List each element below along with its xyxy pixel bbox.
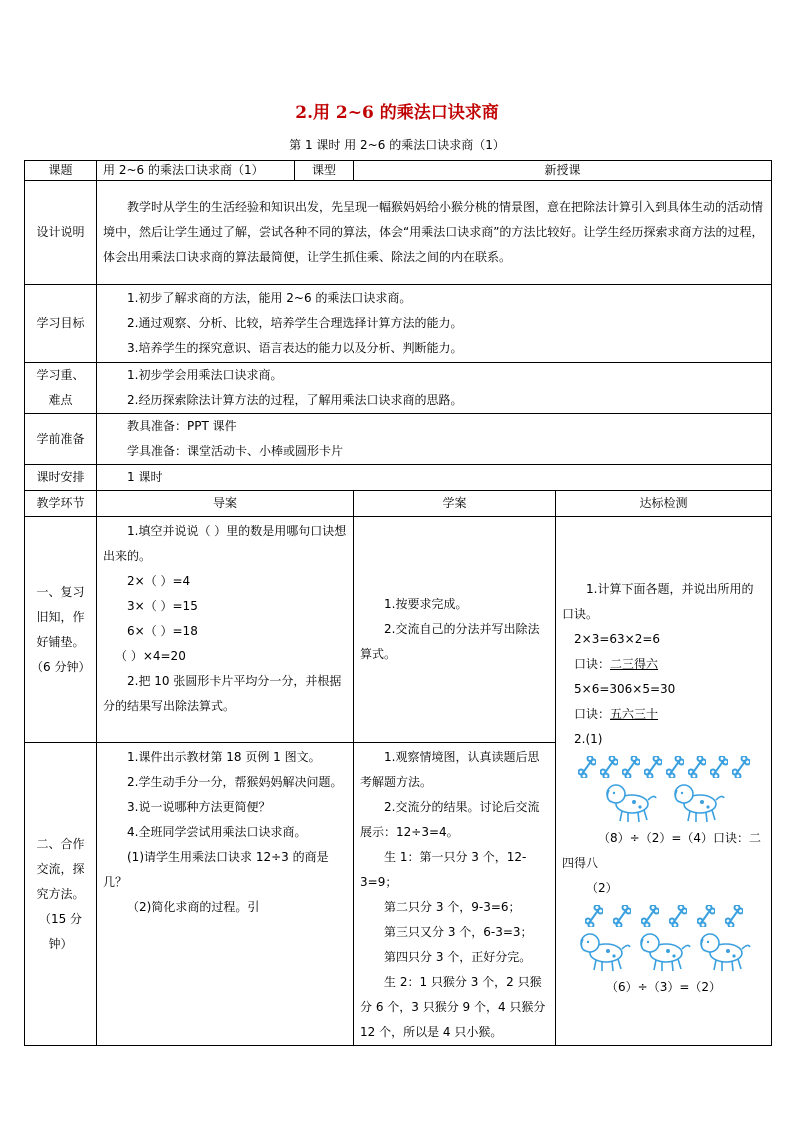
keypoint-item: 1.初步学会用乘法口诀求商。 bbox=[127, 368, 283, 382]
row-schedule bbox=[25, 465, 772, 491]
stage-name-line: （6 分钟） bbox=[31, 659, 91, 674]
dogs-row-2 bbox=[562, 929, 765, 973]
check-question: 2.(1) bbox=[574, 732, 603, 746]
study-item: 第四只分 3 个，正好分完。 bbox=[384, 950, 532, 964]
stage2-study bbox=[354, 743, 556, 1046]
keypoints-label-line: 难点 bbox=[48, 393, 73, 407]
prep-label: 学前准备 bbox=[25, 414, 97, 465]
check-line: 2×3=63×2=6 bbox=[574, 632, 661, 646]
mnemonic-label: 口诀： bbox=[574, 707, 611, 721]
study-item: 第三只又分 3 个，6-3=3； bbox=[384, 925, 533, 939]
goals-label: 学习目标 bbox=[25, 285, 97, 363]
bone-icon bbox=[697, 905, 715, 927]
guide-item: 2×（ ）=4 bbox=[127, 574, 191, 588]
bone-icon bbox=[666, 756, 684, 778]
guide-item: 2.把 10 张圆形卡片平均分一分，并根据分的结果写出除法算式。 bbox=[103, 674, 342, 713]
stage1-guide bbox=[97, 517, 354, 743]
stage-name-line: （15 分钟） bbox=[38, 911, 83, 951]
goal-item: 1.初步了解求商的方法，能用 2~6 的乘法口诀求商。 bbox=[127, 291, 412, 305]
bone-icon bbox=[641, 905, 659, 927]
guide-item: 1.填空并说说（ ）里的数是用哪句口诀想出来的。 bbox=[103, 524, 347, 563]
study-item: 1.观察情境图，认真读题后思考解题方法。 bbox=[360, 750, 540, 789]
guide-item: 2.学生动手分一分，帮猴妈妈解决问题。 bbox=[127, 775, 343, 789]
stage1-name bbox=[25, 517, 97, 743]
guide-item: 1.课件出示教材第 18 页例 1 图文。 bbox=[127, 750, 321, 764]
schedule-text: 1 课时 bbox=[127, 470, 163, 484]
stage1-study bbox=[354, 517, 556, 743]
bone-icon bbox=[732, 756, 750, 778]
prep-item: 教具准备：PPT 课件 bbox=[127, 419, 237, 433]
guide-item: 4.全班同学尝试用乘法口诀求商。 bbox=[127, 825, 307, 839]
goal-item: 2.通过观察、分析、比较，培养学生合理选择计算方法的能力。 bbox=[127, 316, 463, 330]
bone-icon bbox=[725, 905, 743, 927]
bones-row-1 bbox=[562, 756, 765, 778]
guide-item: 3×（ ）=15 bbox=[127, 599, 198, 613]
bone-icon bbox=[578, 756, 596, 778]
type-value: 新授课 bbox=[354, 161, 772, 181]
stage-name-line: 一、复习 bbox=[36, 584, 85, 599]
check-cell bbox=[556, 517, 772, 1046]
goals-list bbox=[97, 285, 772, 363]
stage2-name bbox=[25, 743, 97, 1046]
design-paragraph: 教学时从学生的生活经验和知识出发，先呈现一幅猴妈妈给小猴分桃的情景图，意在把除法计算引入到具体生动的活动情境中，然后让学生通过了解，尝试各种不同的算法，体会“用乘法口诀求商”的方法比较好。让学生经历探索求商方法的过程，体会出用乘法口诀求商的算法最简便，让学生抓住乘、除法之间的内在联系。 bbox=[103, 200, 764, 264]
row-column-headers bbox=[25, 491, 772, 517]
study-item: 生 2：1 只猴分 3 个，2 只猴分 6 个，3 只猴分 9 个，4 只猴分 12 个，所以是 4 只小猴。 bbox=[360, 975, 546, 1039]
stage-name-line: 二、合作 bbox=[36, 836, 85, 851]
row-topic bbox=[25, 161, 772, 181]
study-item: 2.交流分的结果。讨论后交流展示：12÷3=4。 bbox=[360, 800, 540, 839]
schedule-value bbox=[97, 465, 772, 491]
stage-name-line: 究方法。 bbox=[36, 886, 85, 901]
row-keypoints bbox=[25, 363, 772, 414]
design-text bbox=[97, 181, 772, 285]
check-question: 1.计算下面各题，并说出所用的口诀。 bbox=[562, 582, 754, 621]
topic-value: 用 2~6 的乘法口诀求商（1） bbox=[97, 161, 295, 181]
stage2-guide bbox=[97, 743, 354, 1046]
col-header-guide: 导案 bbox=[97, 491, 354, 517]
keypoints-label bbox=[25, 363, 97, 414]
keypoint-item: 2.经历探索除法计算方法的过程，了解用乘法口诀求商的思路。 bbox=[127, 393, 463, 407]
study-item: 生 1：第一只分 3 个，12-3=9； bbox=[360, 850, 527, 889]
schedule-label: 课时安排 bbox=[25, 465, 97, 491]
type-label: 课型 bbox=[295, 161, 354, 181]
bone-icon bbox=[622, 756, 640, 778]
check-mnemonic bbox=[562, 702, 765, 727]
study-item: 第二只分 3 个，9-3=6； bbox=[384, 900, 521, 914]
guide-item: 3.说一说哪种方法更简便？ bbox=[127, 800, 271, 814]
bone-icon bbox=[585, 905, 603, 927]
guide-item: （2)简化求商的过程。引 bbox=[127, 900, 260, 914]
keypoints-list bbox=[97, 363, 772, 414]
col-header-check: 达标检测 bbox=[556, 491, 772, 517]
guide-item: 6×（ ）=18 bbox=[127, 624, 198, 638]
study-item: 1.按要求完成。 bbox=[384, 597, 468, 611]
mnemonic-label: 口诀： bbox=[574, 657, 611, 671]
dog-icon bbox=[636, 929, 692, 973]
row-goals bbox=[25, 285, 772, 363]
bone-icon bbox=[600, 756, 618, 778]
bones-row-2 bbox=[562, 905, 765, 927]
mnemonic-value: 二三得六 bbox=[610, 657, 659, 671]
stage-name-line: 好铺垫。 bbox=[36, 634, 85, 649]
topic-label: 课题 bbox=[25, 161, 97, 181]
design-label: 设计说明 bbox=[25, 181, 97, 285]
keypoints-label-line: 学习重、 bbox=[36, 368, 85, 382]
bone-icon bbox=[710, 756, 728, 778]
guide-item: (1)请学生用乘法口诀求 12÷3 的商是几？ bbox=[103, 850, 329, 889]
prep-item: 学具准备：课堂活动卡、小棒或圆形卡片 bbox=[127, 444, 344, 458]
dogs-row-1 bbox=[562, 780, 765, 824]
study-item: 2.交流自己的分法并写出除法算式。 bbox=[360, 622, 540, 661]
col-header-study: 学案 bbox=[354, 491, 556, 517]
stage-name-line: 旧知，作 bbox=[36, 609, 85, 624]
guide-item: （ ）×4=20 bbox=[115, 649, 186, 663]
row-stage1 bbox=[25, 517, 772, 743]
check-question: （2） bbox=[586, 881, 618, 895]
dog-icon bbox=[670, 780, 726, 824]
stage-name-line: 交流，探 bbox=[36, 861, 85, 876]
lesson-plan-table bbox=[24, 160, 772, 1046]
col-header-stage: 教学环节 bbox=[25, 491, 97, 517]
row-design bbox=[25, 181, 772, 285]
mnemonic-value: 五六三十 bbox=[610, 707, 659, 721]
prep-list bbox=[97, 414, 772, 465]
check-formula: （6）÷（3）=（2） bbox=[606, 980, 722, 994]
check-formula: （8）÷（2）=（4）口诀：二四得八 bbox=[562, 831, 762, 870]
bone-icon bbox=[688, 756, 706, 778]
bone-icon bbox=[669, 905, 687, 927]
check-line: 5×6=306×5=30 bbox=[574, 682, 676, 696]
lesson-subtitle: 第 1 课时 用 2~6 的乘法口诀求商（1） bbox=[289, 138, 505, 152]
bone-icon bbox=[613, 905, 631, 927]
goal-item: 3.培养学生的探究意识、语言表达的能力以及分析、判断能力。 bbox=[127, 341, 463, 355]
dog-icon bbox=[576, 929, 632, 973]
dog-icon bbox=[602, 780, 658, 824]
dog-icon bbox=[696, 929, 752, 973]
bone-icon bbox=[644, 756, 662, 778]
page-title: 2.用 2~6 的乘法口诀求商 bbox=[295, 103, 499, 123]
check-mnemonic bbox=[562, 652, 765, 677]
row-prep bbox=[25, 414, 772, 465]
